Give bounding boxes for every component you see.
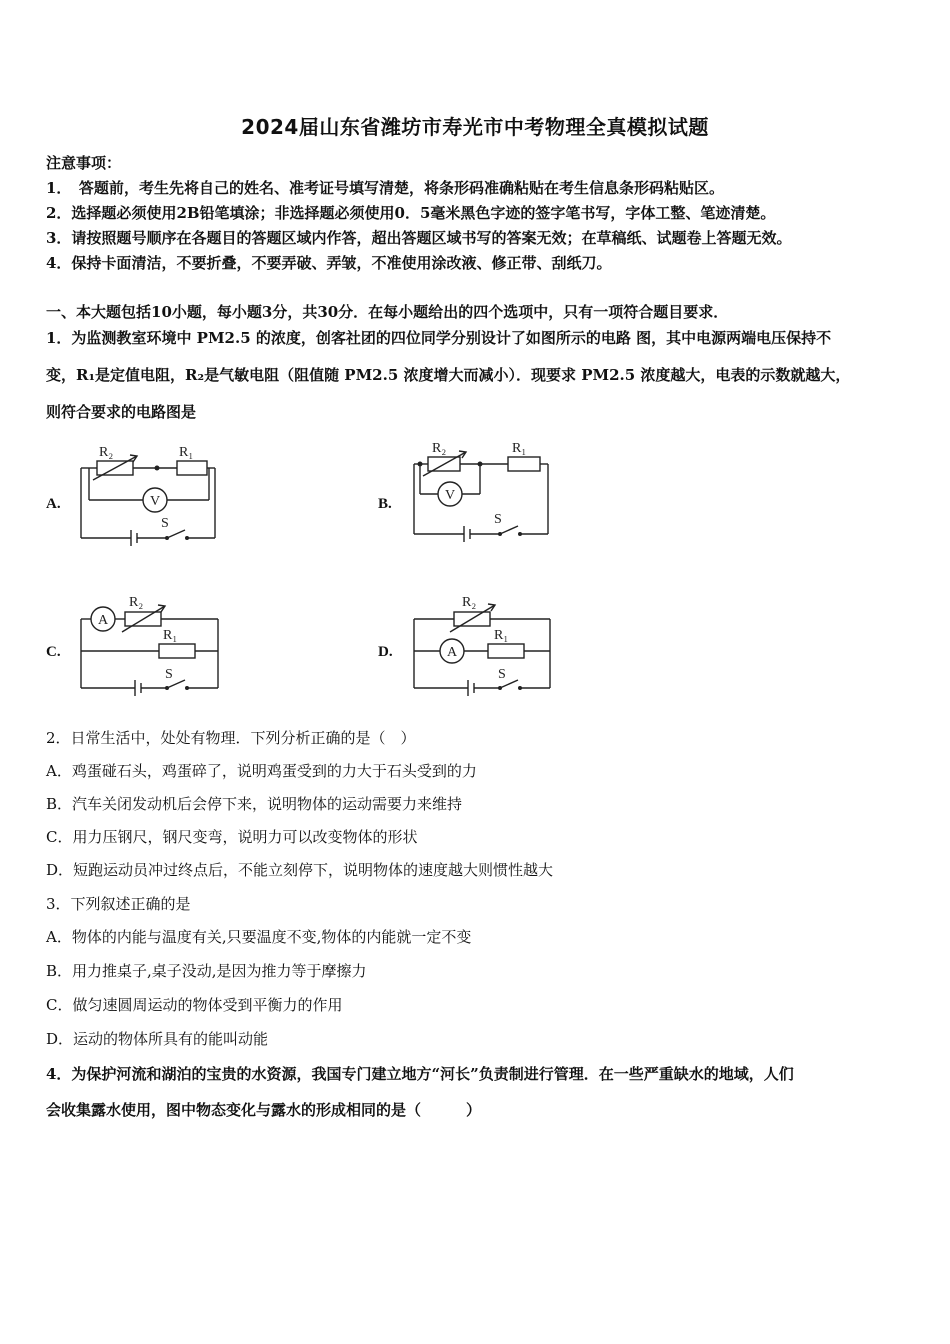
r1-resistor bbox=[508, 457, 540, 471]
question-2-option: C．用力压钢尺，钢尺变弯，说明力可以改变物体的形状 bbox=[46, 828, 418, 846]
circuit-diagram-c bbox=[75, 592, 225, 697]
notice-heading: 注意事项： bbox=[46, 154, 122, 172]
question-3-option: A．物体的内能与温度有关,只要温度不变,物体的内能就一定不变 bbox=[46, 928, 472, 946]
switch-label: S bbox=[494, 512, 502, 527]
switch-label: S bbox=[498, 667, 506, 682]
question-3-option: D．运动的物体所具有的能叫动能 bbox=[46, 1030, 269, 1048]
ammeter-label: A bbox=[98, 613, 109, 628]
question-2-option: B．汽车关闭发动机后会停下来，说明物体的运动需要力来维持 bbox=[46, 795, 463, 813]
question-3-option: C．做匀速圆周运动的物体受到平衡力的作用 bbox=[46, 996, 343, 1014]
option-b-label: B. bbox=[378, 496, 392, 512]
notice-item: 1． 答题前，考生先将自己的姓名、准考证号填写清楚，将条形码准确粘贴在考生信息条形码粘贴区。 bbox=[46, 179, 724, 197]
question-1-line: 变，R₁是定值电阻，R₂是气敏电阻（阻值随 PM2.5 浓度增大而减小）．现要求 PM2.5 浓度越大，电表的示数就越大， bbox=[46, 366, 851, 384]
r1-label: R₁ bbox=[494, 628, 509, 643]
question-1-line: 1．为监测教室环境中 PM2.5 的浓度，创客社团的四位同学分别设计了如图所示的电路 图，其中电源两端电压保持不 bbox=[46, 329, 832, 347]
option-a-label: A. bbox=[46, 496, 61, 512]
voltmeter-label: V bbox=[445, 488, 456, 503]
r2-label: R₂ bbox=[99, 445, 114, 460]
page-title: 2024届山东省潍坊市寿光市中考物理全真模拟试题 bbox=[241, 115, 709, 139]
r1-resistor bbox=[488, 644, 524, 658]
r1-label: R₁ bbox=[163, 628, 178, 643]
option-d-label: D. bbox=[378, 644, 393, 660]
notice-item: 3．请按照题号顺序在各题目的答题区域内作答，超出答题区域书写的答案无效；在草稿纸、试题卷上答题无效。 bbox=[46, 229, 792, 247]
r1-resistor bbox=[159, 644, 195, 658]
notice-item: 4．保持卡面清洁，不要折叠，不要弄破、弄皱，不准使用涂改液、修正带、刮纸刀。 bbox=[46, 254, 612, 272]
question-2-option: D．短跑运动员冲过终点后，不能立刻停下，说明物体的速度越大则惯性越大 bbox=[46, 861, 554, 879]
r2-label: R₂ bbox=[129, 595, 144, 610]
voltmeter-label: V bbox=[150, 494, 161, 509]
circuit-diagram-a bbox=[75, 440, 225, 545]
notice-item: 2．选择题必须使用2B铅笔填涂；非选择题必须使用0．5毫米黑色字迹的签字笔书写，字体工整、笔迹清楚。 bbox=[46, 204, 776, 222]
r2-label: R₂ bbox=[462, 595, 477, 610]
circuit-diagram-b bbox=[408, 436, 558, 541]
question-3-stem: 3．下列叙述正确的是 bbox=[46, 895, 191, 913]
question-1-line: 则符合要求的电路图是 bbox=[46, 403, 197, 421]
section-heading: 一、本大题包括10小题，每小题3分，共30分．在每小题给出的四个选项中，只有一项符合题目要求． bbox=[46, 303, 729, 321]
question-4-line: 4．为保护河流和湖泊的宝贵的水资源，我国专门建立地方“河长”负责制进行管理．在一些严重缺水的地域，人们 bbox=[46, 1065, 794, 1083]
question-2-stem: 2．日常生活中，处处有物理．下列分析正确的是（ ） bbox=[46, 729, 416, 747]
question-2-option: A．鸡蛋碰石头，鸡蛋碎了，说明鸡蛋受到的力大于石头受到的力 bbox=[46, 762, 477, 780]
r1-label: R₁ bbox=[179, 445, 194, 460]
circuit-diagram-d bbox=[408, 592, 558, 697]
question-4-line: 会收集露水使用，图中物态变化与露水的形成相同的是（ ） bbox=[46, 1101, 482, 1119]
r1-resistor bbox=[177, 461, 207, 475]
r2-label: R₂ bbox=[432, 441, 447, 456]
ammeter-label: A bbox=[447, 645, 458, 660]
question-3-option: B．用力推桌子,桌子没动,是因为推力等于摩擦力 bbox=[46, 962, 367, 980]
option-c-label: C. bbox=[46, 644, 61, 660]
switch-label: S bbox=[165, 667, 173, 682]
switch-label: S bbox=[161, 516, 169, 531]
r1-label: R₁ bbox=[512, 441, 527, 456]
